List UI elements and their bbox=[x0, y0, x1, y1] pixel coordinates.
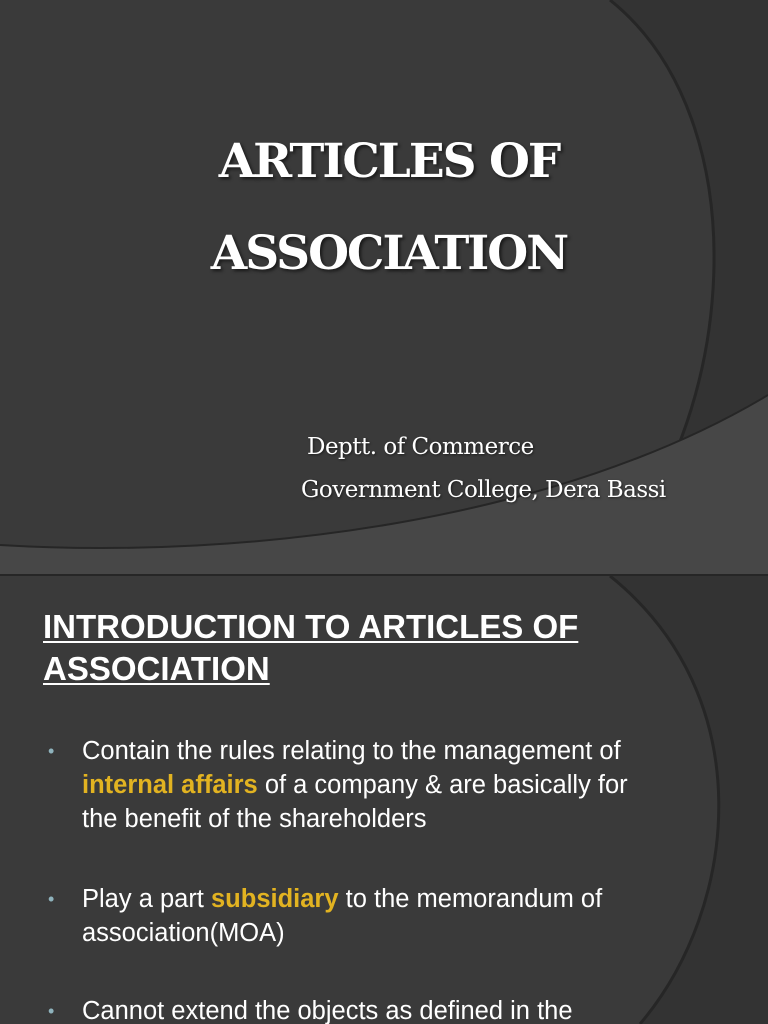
bullet-text: Play a part subsidiary to the memorandum of association(MOA) bbox=[82, 885, 603, 947]
bullet-icon: • bbox=[48, 889, 55, 909]
bullet-icon: • bbox=[48, 741, 55, 761]
slide-title-line-2: ASSOCIATION bbox=[210, 226, 568, 281]
slide-title-line-1: ARTICLES OF bbox=[218, 134, 560, 189]
bullet-text: Cannot extend the objects as defined in the bbox=[82, 997, 573, 1024]
slide-heading-line-1: INTRODUCTION TO ARTICLES OF bbox=[43, 608, 579, 645]
highlight-text: subsidiary bbox=[210, 885, 339, 913]
bullet-text: Contain the rules relating to the management of internal affairs of a company & are basically for the benefit of the shareholders bbox=[82, 737, 628, 833]
college-subtitle: Government College, Dera Bassi bbox=[301, 477, 666, 503]
bullet-icon: • bbox=[48, 1001, 55, 1021]
highlight-text: internal affairs bbox=[82, 771, 258, 799]
slide-heading-line-2: ASSOCIATION bbox=[43, 650, 270, 687]
slide-heading bbox=[43, 606, 578, 690]
department-subtitle: Deptt. of Commerce bbox=[307, 434, 534, 460]
content-slide bbox=[0, 576, 768, 1024]
